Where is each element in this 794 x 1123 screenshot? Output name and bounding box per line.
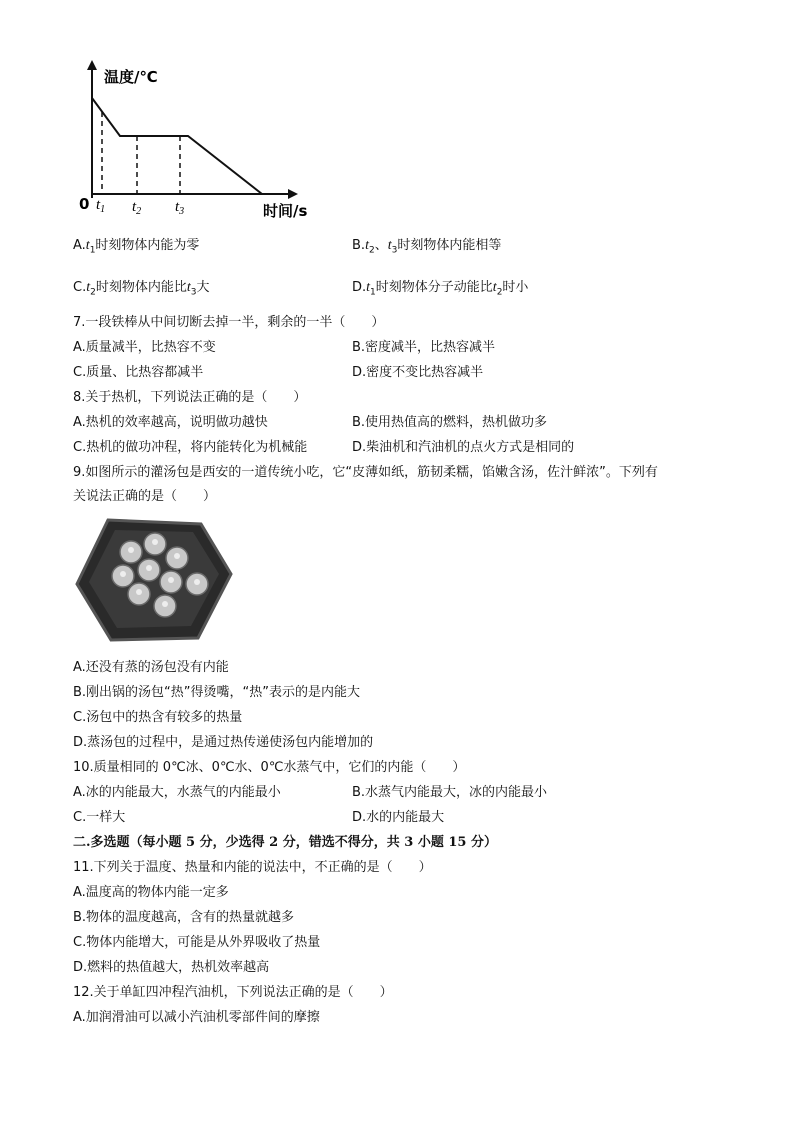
q9-option-b: B.刚出锅的汤包“热”得烫嘴，“热”表示的是内能大	[73, 685, 360, 700]
q6-option-c: $C.t_2$时刻物体内能比$t_3$大	[73, 280, 210, 298]
section-heading-multiple-choice: 二.多选题（每小题 5 分，少选得 2 分，错选不得分，共 3 小题 15 分）	[73, 835, 497, 850]
soup-dumpling-photo	[73, 514, 233, 644]
q11-stem: 11.下列关于温度、热量和内能的说法中，不正确的是（ ）	[73, 860, 432, 875]
q10-option-c: C.一样大	[73, 810, 126, 825]
q7-stem: 7.一段铁棒从中间切断去掉一半，剩余的一半（ ）	[73, 315, 385, 330]
x-axis-label: 时间/s	[263, 202, 308, 220]
q9-option-c: C.汤包中的热含有较多的热量	[73, 710, 243, 725]
q9-option-d: D.蒸汤包的过程中，是通过热传递使汤包内能增加的	[73, 735, 374, 750]
y-axis-label: 温度/℃	[104, 68, 158, 86]
temperature-time-graph	[70, 58, 330, 223]
q8-option-b: B.使用热值高的燃料，热机做功多	[352, 415, 548, 430]
t3-label: $t_3$	[175, 199, 185, 217]
q7-option-d: D.密度不变比热容减半	[352, 365, 484, 380]
q8-option-a: A.热机的效率越高，说明做功越快	[73, 415, 268, 430]
t1-label: $t_1$	[96, 197, 106, 215]
q8-option-d: D.柴油机和汽油机的点火方式是相同的	[352, 440, 575, 455]
q9-stem-line-2: 关说法正确的是（ ）	[73, 489, 217, 504]
q11-option-b: B.物体的温度越高，含有的热量就越多	[73, 910, 295, 925]
q7-option-b: B.密度减半，比热容减半	[352, 340, 496, 355]
q6-option-b: $B.t_2$、$t_3$时刻物体内能相等	[352, 238, 502, 256]
temperature-curve	[92, 98, 262, 194]
q7-option-c: C.质量、比热容都减半	[73, 365, 204, 380]
q6-option-a: $A.t_1$时刻物体内能为零	[73, 238, 200, 256]
q11-option-d: D.燃料的热值越大，热机效率越高	[73, 960, 270, 975]
x-axis-arrow	[288, 189, 298, 199]
q9-stem-line-1: 9.如图所示的灌汤包是西安的一道传统小吃，它“皮薄如纸，筋韧柔糯，馅嫩含汤，佐汁鲜浓”。下列有	[73, 465, 658, 480]
q10-option-a: A.冰的内能最大，水蒸气的内能最小	[73, 785, 281, 800]
q11-option-a: A.温度高的物体内能一定多	[73, 885, 229, 900]
origin-label: 0	[79, 195, 90, 213]
q9-option-a: A.还没有蒸的汤包没有内能	[73, 660, 229, 675]
q12-stem: 12.关于单缸四冲程汽油机，下列说法正确的是（ ）	[73, 985, 393, 1000]
q10-stem: 10.质量相同的 0℃冰、0℃水、0℃水蒸气中，它们的内能（ ）	[73, 760, 466, 775]
q8-option-c: C.热机的做功冲程，将内能转化为机械能	[73, 440, 308, 455]
q11-option-c: C.物体内能增大，可能是从外界吸收了热量	[73, 935, 321, 950]
q7-option-a: A.质量减半，比热容不变	[73, 340, 216, 355]
q6-option-d: $D.t_1$时刻物体分子动能比$t_2$时小	[352, 280, 529, 298]
y-axis-arrow	[87, 60, 97, 70]
q12-option-a: A.加润滑油可以减小汽油机零部件间的摩擦	[73, 1010, 320, 1025]
q10-option-d: D.水的内能最大	[352, 810, 445, 825]
t2-label: $t_2$	[132, 199, 142, 217]
q8-stem: 8.关于热机，下列说法正确的是（ ）	[73, 390, 307, 405]
q10-option-b: B.水蒸气内能最大，冰的内能最小	[352, 785, 548, 800]
